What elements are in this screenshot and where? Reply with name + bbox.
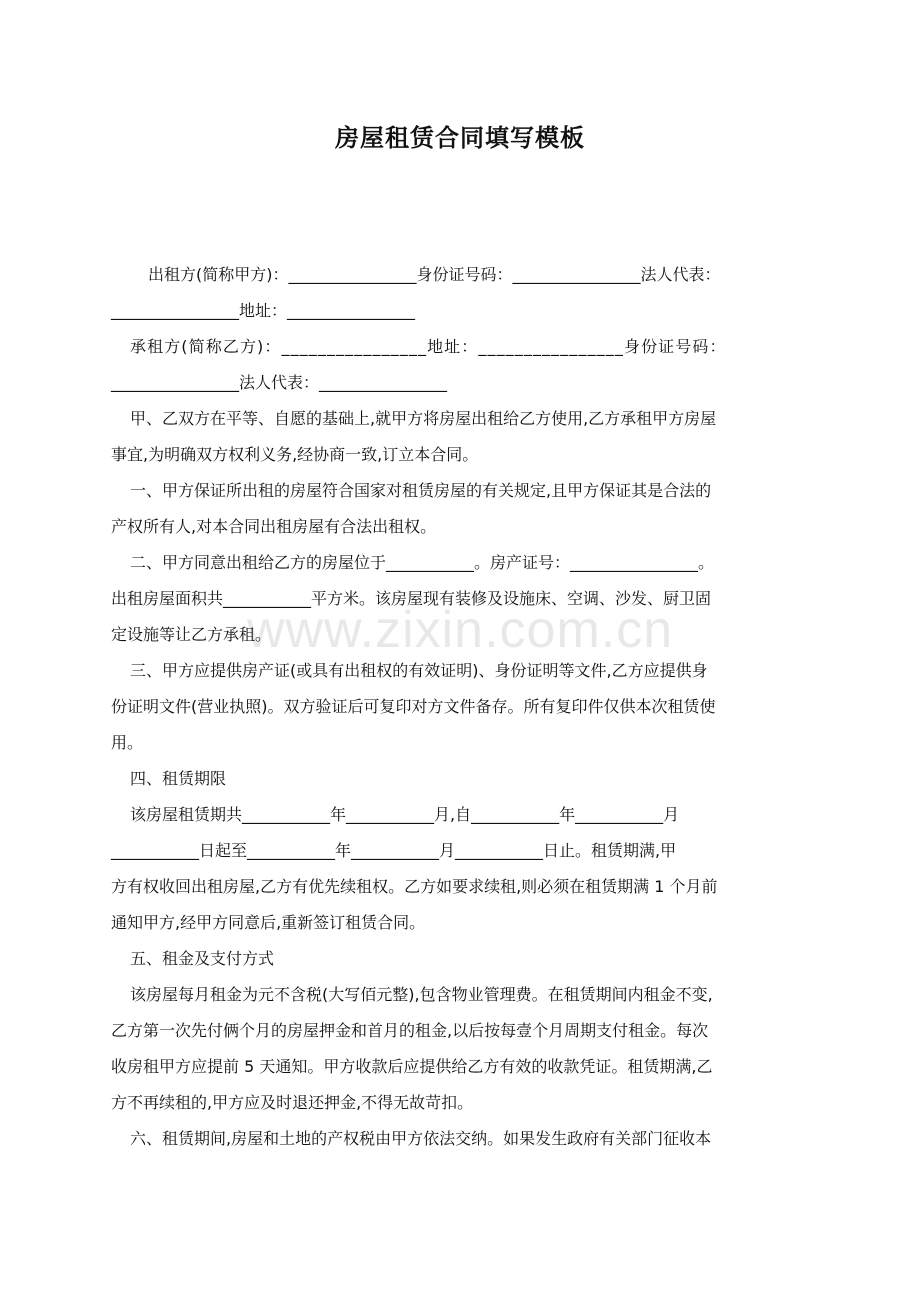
contract-line: 通知甲方,经甲方同意后,重新签订租赁合同。 bbox=[111, 913, 426, 932]
contract-line: 用。 bbox=[111, 733, 144, 752]
contract-line: 收房租甲方应提前 5 天通知。甲方收款后应提供给乙方有效的收款凭证。租赁期满,乙 bbox=[111, 1057, 713, 1076]
watermark: www.zixin.com.cn bbox=[246, 601, 674, 659]
contract-line: 二、甲方同意出租给乙方的房屋位于___________。房产证号：________________。 bbox=[130, 553, 715, 572]
contract-line: ________________地址：________________ bbox=[111, 301, 416, 320]
contract-line: 一、甲方保证所出租的房屋符合国家对租赁房屋的有关规定,且甲方保证其是合法的 bbox=[130, 481, 712, 500]
contract-line: 甲、乙双方在平等、自愿的基础上,就甲方将房屋出租给乙方使用,乙方承租甲方房屋 bbox=[130, 409, 717, 428]
contract-line: 出租房屋面积共___________平方米。该房屋现有装修及设施床、空调、沙发、厨卫固 bbox=[111, 589, 712, 608]
contract-line: 六、租赁期间,房屋和土地的产权税由甲方依法交纳。如果发生政府有关部门征收本 bbox=[130, 1129, 712, 1148]
contract-line: 定设施等让乙方承租。 bbox=[111, 625, 272, 644]
contract-line: 该房屋每月租金为元不含税(大写佰元整),包含物业管理费。在租赁期间内租金不变, bbox=[130, 985, 713, 1004]
contract-line: 该房屋租赁期共___________年___________月,自___________年___________月 bbox=[130, 805, 680, 824]
section-heading: 五、租金及支付方式 bbox=[130, 949, 275, 968]
contract-line: ________________法人代表：________________ bbox=[111, 373, 448, 392]
contract-line: 承租方(简称乙方)：________________地址：________________身份证号码： bbox=[130, 337, 727, 356]
document-title: 房屋租赁合同填写模板 bbox=[335, 124, 585, 152]
contract-line: 方有权收回出租房屋,乙方有优先续租权。乙方如要求续租,则必须在租赁期满 1 个月前 bbox=[111, 877, 718, 896]
contract-line: ___________日起至___________年___________月___________日止。租赁期满,甲 bbox=[111, 841, 677, 860]
contract-line: 乙方第一次先付俩个月的房屋押金和首月的租金,以后按每壹个月周期支付租金。每次 bbox=[111, 1021, 709, 1040]
contract-line: 产权所有人,对本合同出租房屋有合法出租权。 bbox=[111, 517, 437, 536]
contract-line: 方不再续租的,甲方应及时退还押金,不得无故苛扣。 bbox=[111, 1093, 474, 1112]
section-heading: 四、租赁期限 bbox=[130, 769, 227, 788]
contract-line: 事宜,为明确双方权利义务,经协商一致,订立本合同。 bbox=[111, 445, 479, 464]
contract-line: 三、甲方应提供房产证(或具有出租权的有效证明)、身份证明等文件,乙方应提供身 bbox=[130, 661, 708, 680]
contract-line: 出租方(简称甲方)：________________身份证号码：________________法人代表： bbox=[148, 265, 721, 284]
contract-line: 份证明文件(营业执照)。双方验证后可复印对方文件备存。所有复印件仅供本次租赁使 bbox=[111, 697, 716, 716]
